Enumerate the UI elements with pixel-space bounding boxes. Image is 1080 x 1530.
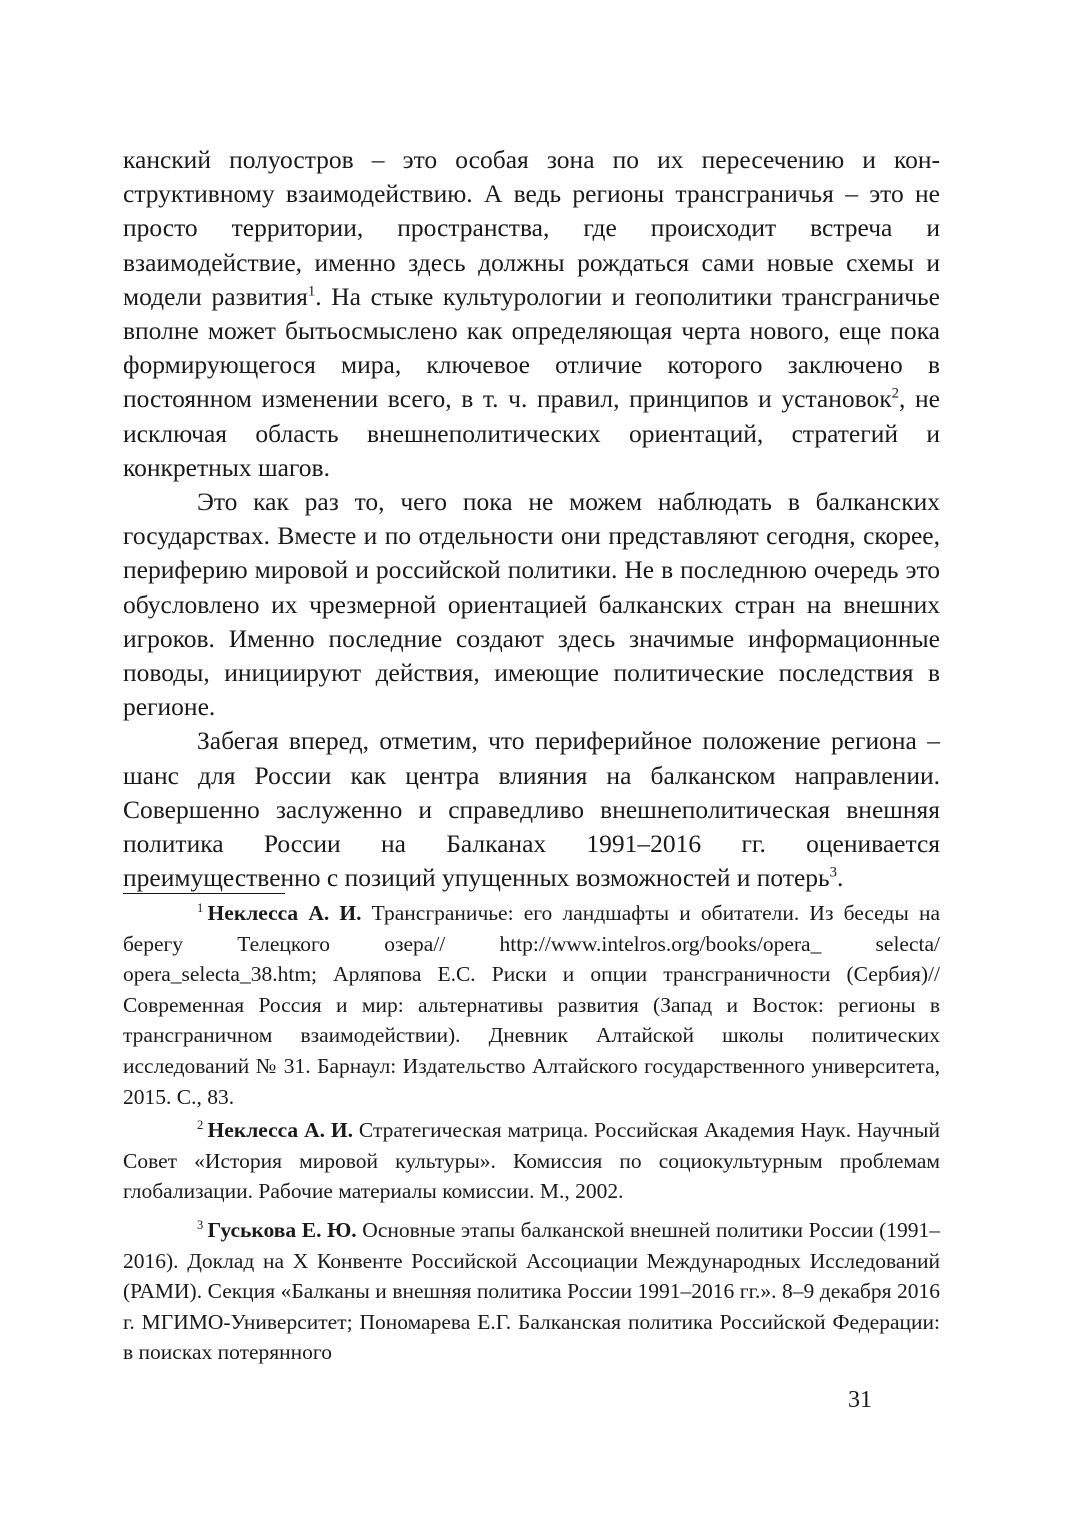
footnote-ref-2: 2 — [891, 385, 900, 402]
footnote-2 — [123, 1115, 940, 1207]
footnote-ref-3: 3 — [829, 864, 838, 881]
page-number: 31 — [848, 1387, 872, 1413]
paragraph: Забегая вперед, отметим, что периферийное положение региона – шанс для России как центра влияния на балканском направлении. Совершенно заслуженно и справедливо внешнеполитическая внешняя политика России на Балканах 1991–2016 гг. оценивается преимущественно с позиций упущенных возможностей и потерь$^3$. — [123, 726, 940, 893]
footnote-text: Стратегическая матрица. Российская Академия Наук. Научный Совет «История мировой культуры». Комиссия по социокультурным проблемам глобализации. Рабочие материалы комиссии. М., 2002. — [123, 1118, 940, 1204]
footnote-3 — [123, 1215, 940, 1368]
footnotes — [123, 898, 940, 1368]
paragraph: Это как раз то, чего пока не можем наблюдать в балканских государствах. Вместе и по отдельности они представляют сегодня, скорее, периферию мировой и российской политики. Не в последнюю очередь это обусловлено их чрезмерной ориентацией балканских стран на внешних игроков. Именно последние создают здесь значимые информационные поводы, инициируют действия, имеющие политические последствия в регионе. — [123, 487, 940, 722]
footnote-separator — [123, 893, 285, 894]
footnote-1 — [123, 898, 940, 1112]
footnote-author: Неклесса А. И. — [207, 901, 362, 925]
paragraph: канский полуостров – это особая зона по их пересечению и конструктивному взаимодействию. А ведь регионы трансграничья – это не просто территории, пространства, где происходит встреча и взаимодействие, именно здесь должны рождаться сами новые схемы и модели развития$^1$. На стыке культурологии и геополитики трансграничье вполне может бытьосмыслено как определяющая черта нового, еще пока формирующегося мира, ключевое отличие которого заключено в постоянном изменении всего, в т. ч. правил, принципов и установок$^2$, не исключая область внешнеполитических ориентаций, стратегий и конкретных шагов. — [123, 145, 940, 482]
footnote-marker: 3 — [197, 1217, 204, 1232]
footnote-ref-1: 1 — [307, 283, 316, 300]
main-text — [123, 143, 940, 895]
footnote-marker: 2 — [197, 1118, 204, 1132]
footnote-text: Трансграничье: его ландшафты и обитатели. Из беседы на берегу Телецкого озера// http://www.intelros.org/books/opera_ selecta/ opera_selecta_38.htm; Арляпова Е.С. Риски и опции трансграничности (Сербия)// Современная Россия и мир: альтернативы развития (Запад и Восток: регионы в трансграничном взаимодействии). Дневник Алтайской школы политических исследований № 31. Барнаул: Издательство Алтайского государственного университета, 2015. С., 83. — [123, 901, 940, 1109]
footnote-author: Неклесса А. И. — [207, 1118, 353, 1143]
footnote-marker: 1 — [197, 900, 204, 915]
footnote-author: Гуськова Е. Ю. — [207, 1217, 357, 1242]
footnote-text: Основные этапы балканской внешней политики России (1991–2016). Доклад на X Конвенте Российской Ассоциации Международных Исследований (РАМИ). Секция «Балканы и внешняя политика России 1991–2016 гг.». 8–9 декабря 2016 г. МГИМО-Университет; Пономарева Е.Г. Балканская политика Российской Федерации: в поисках потерянного — [123, 1217, 941, 1365]
